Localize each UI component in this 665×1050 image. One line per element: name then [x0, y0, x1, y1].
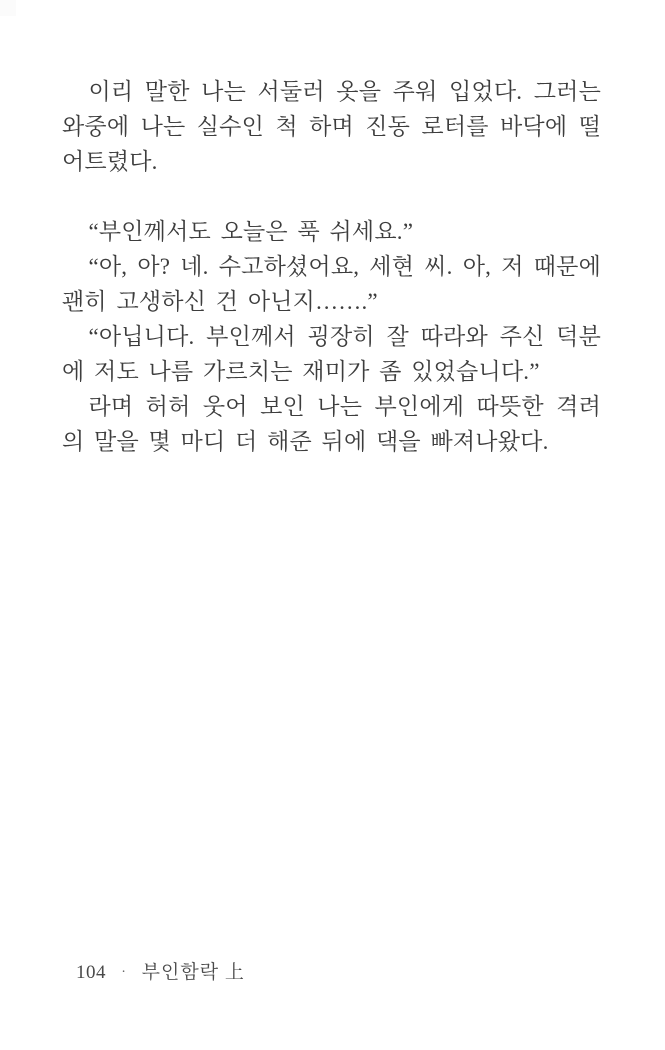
paragraph: 이리 말한 나는 서둘러 옷을 주워 입었다. 그러는 와중에 나는 실수인 척 하며 진동 로터를 바닥에 떨어트렸다.	[62, 79, 601, 174]
footer-separator-dot: ·	[121, 965, 127, 980]
scan-artifact	[0, 0, 16, 16]
paragraph: “아닙니다. 부인께서 굉장히 잘 따라와 주신 덕분에 저도 나름 가르치는 재미가 좀 있었습니다.”	[62, 324, 601, 384]
paragraph: “아, 아? 네. 수고하셨어요, 세현 씨. 아, 저 때문에 괜히 고생하신 건 아닌지…….”	[62, 254, 601, 314]
paragraph: 라며 허허 웃어 보인 나는 부인에게 따뜻한 격려의 말을 몇 마디 더 해준 뒤에 댁을 빠져나왔다.	[62, 394, 601, 454]
book-title: 부인함락 上	[141, 962, 245, 983]
page-text-block	[62, 74, 601, 459]
paragraph: “부인께서도 오늘은 푹 쉬세요.”	[88, 219, 414, 244]
page-footer	[76, 957, 245, 984]
page-number: 104	[76, 962, 106, 983]
